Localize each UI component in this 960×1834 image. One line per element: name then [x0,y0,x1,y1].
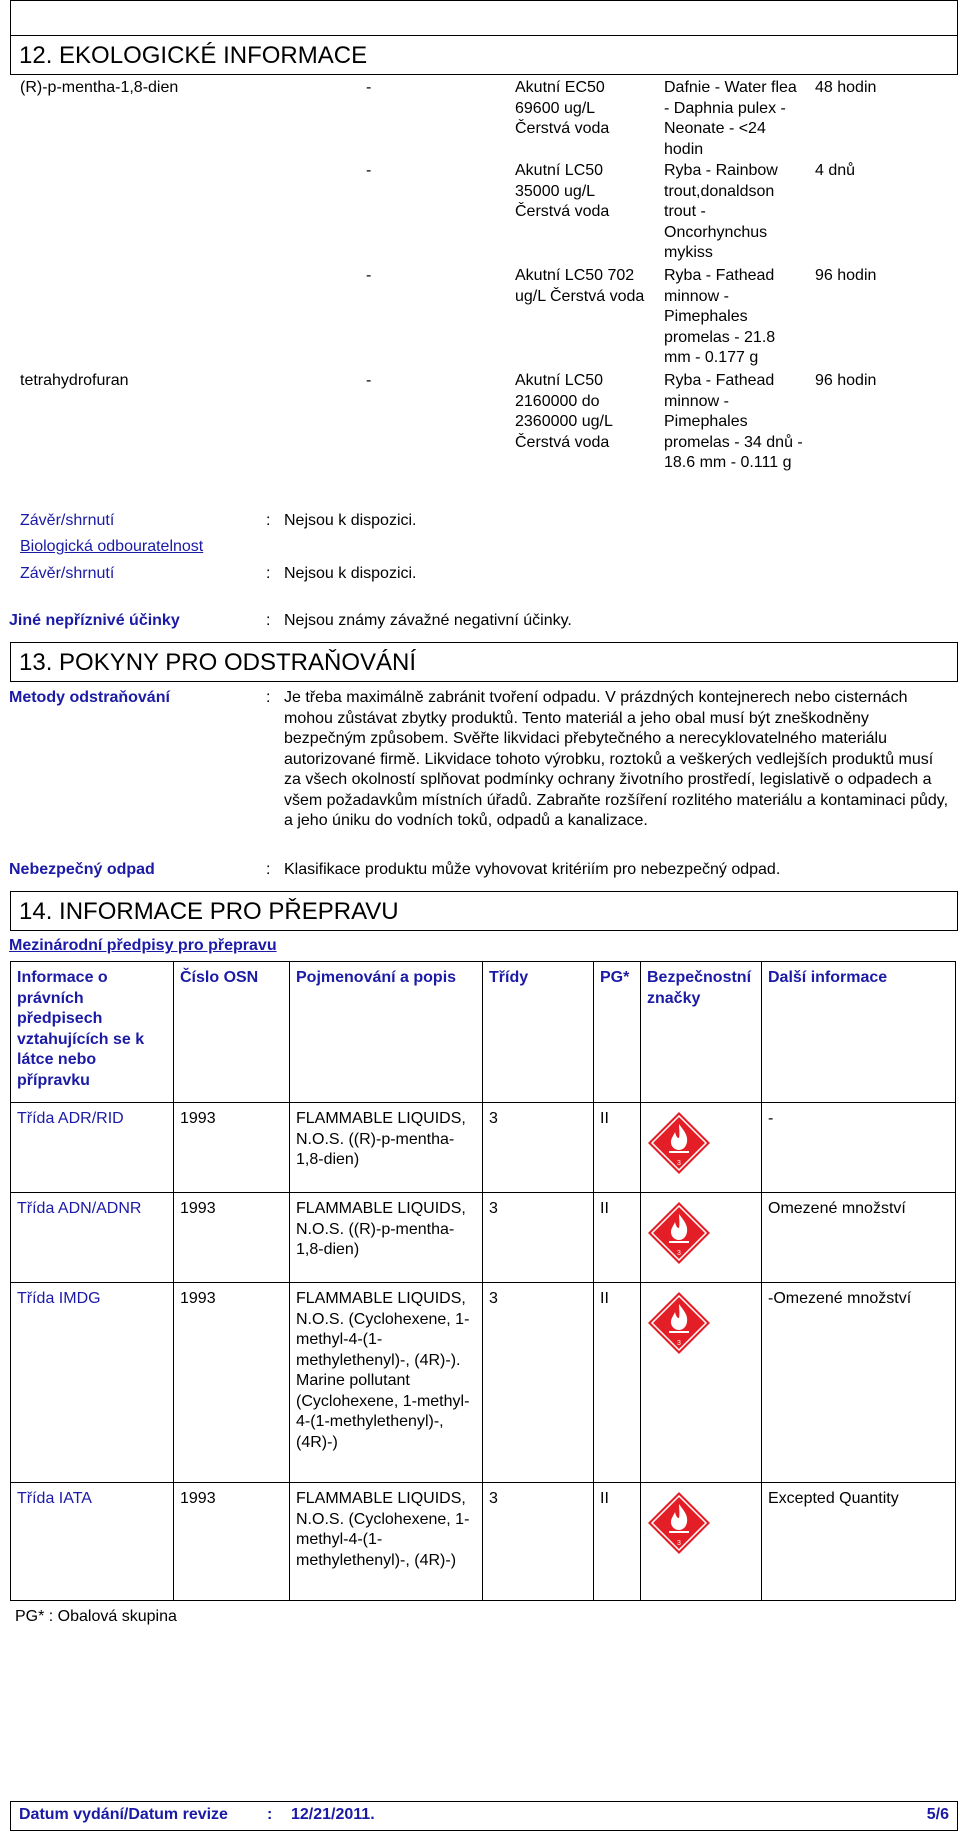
eco-species-0: Dafnie - Water flea - Daphnia pulex - Neonate - <24 hodin [664,79,797,158]
hazard-label-number: 3 [677,1160,681,1167]
transport-header-row [11,962,956,1103]
col-header-class: Třídy [483,962,594,1103]
eco-exposure-2: 96 hodin [815,267,877,284]
other-effects-label: Jiné nepříznivé účinky [9,612,180,629]
flammable-liquid-hazard-icon [647,1201,711,1265]
transport-class: 3 [483,1193,594,1283]
footer-page-number: 5/6 [926,1806,949,1823]
flammable-liquid-hazard-icon [647,1291,711,1355]
summary-value-2: Nejsou k dispozici. [284,565,417,582]
transport-class: 3 [483,1103,594,1193]
col-header-safety-labels: Bezpečnostní značky [641,962,762,1103]
disposal-methods-colon: : [266,689,271,706]
eco-exposure-0: 48 hodin [815,79,877,96]
hazardous-waste-colon: : [266,861,271,878]
hazard-label-number: 3 [677,1540,681,1547]
col-header-un-number: Číslo OSN [174,962,290,1103]
section-12-title: 12. EKOLOGICKÉ INFORMACE [10,35,958,75]
summary-label-1: Závěr/shrnutí [20,512,115,529]
footer-date-label: Datum vydání/Datum revize [19,1806,228,1823]
transport-label-cell [641,1103,762,1193]
transport-name: FLAMMABLE LIQUIDS, N.O.S. (Cyclohexene, 1-methyl-4-(1-methylethenyl)-, (4R)-). Marine pollutant (Cyclohexene, 1-methyl-4-(1-methylethenyl)-, (4R)-) [290,1283,483,1483]
hazardous-waste-label: Nebezpečný odpad [9,861,155,878]
transport-regulation: Třída ADR/RID [11,1103,174,1193]
eco-exposure-3: 96 hodin [815,372,877,389]
hazardous-waste-value: Klasifikace produktu může vyhovovat kritériím pro nebezpečný odpad. [284,861,781,878]
transport-regulation: Třída ADN/ADNR [11,1193,174,1283]
transport-name: FLAMMABLE LIQUIDS, N.O.S. ((R)-p-mentha-1,8-dien) [290,1103,483,1193]
transport-row [11,1193,956,1283]
section-14-title: 14. INFORMACE PRO PŘEPRAVU [10,891,958,931]
eco-dash-3: - [366,372,372,389]
flammable-liquid-hazard-icon [647,1111,711,1175]
disposal-methods-value: Je třeba maximálně zabránit tvoření odpadu. V prázdných kontejnerech nebo cisternách mohou zůstávat zbytky produktů. Tento materiál a jeho obal musí být zneškodněny bezpečným způsobem. Svěřte likvidaci přebytečného a nerecyklovatelného materiálu autorizované firmě. Likvidace tohoto výrobku, roztoků a veškerých vedlejších produktů musí za všech okolností splňovat podmínky ochrany životního prostředí, legislativě o odpadech a všem požadavkům místních úřadů. Zabraňte rozšíření rozlitého materiálu a kontaminaci půdy, a jeho úniku do vodních toků, odpadů a kanalizace. [284,689,949,829]
transport-row [11,1483,956,1601]
eco-dash-1: - [366,162,372,179]
transport-additional-info: - [762,1103,956,1193]
transport-additional-info: -Omezené množství [762,1283,956,1483]
transport-label-cell [641,1483,762,1601]
page-footer [10,1801,958,1831]
transport-pg: II [594,1103,641,1193]
transport-row [11,1283,956,1483]
eco-substance-3: tetrahydrofuran [20,372,129,389]
eco-result-0: Akutní EC50 69600 ug/L Čerstvá voda [515,79,610,137]
summary-colon-1: : [266,512,271,529]
transport-class: 3 [483,1483,594,1601]
eco-substance-0: (R)-p-mentha-1,8-dien [20,79,179,96]
summary-colon-2: : [266,565,271,582]
transport-regulation: Třída IATA [11,1483,174,1601]
transport-row [11,1103,956,1193]
transport-class: 3 [483,1283,594,1483]
other-effects-colon: : [266,612,271,629]
col-header-pg: PG* [594,962,641,1103]
summary-value-1: Nejsou k dispozici. [284,512,417,529]
transport-regulation: Třída IMDG [11,1283,174,1483]
transport-name: FLAMMABLE LIQUIDS, N.O.S. (Cyclohexene, 1-methyl-4-(1-methylethenyl)-, (4R)-) [290,1483,483,1601]
eco-result-1: Akutní LC50 35000 ug/L Čerstvá voda [515,162,610,220]
col-header-name: Pojmenování a popis [290,962,483,1103]
transport-pg: II [594,1283,641,1483]
transport-label-cell [641,1283,762,1483]
eco-species-1: Ryba - Rainbow trout,donaldson trout - Oncorhynchus mykiss [664,162,778,261]
transport-un-number: 1993 [174,1193,290,1283]
page-header-box [10,0,958,36]
pg-footnote: PG* : Obalová skupina [15,1608,177,1625]
summary-label-2: Závěr/shrnutí [20,565,115,582]
flammable-liquid-hazard-icon [647,1491,711,1555]
transport-pg: II [594,1483,641,1601]
hazard-label-number: 3 [677,1340,681,1347]
biodegradability-heading: Biologická odbouratelnost [20,538,204,555]
eco-result-2: Akutní LC50 702 ug/L Čerstvá voda [515,267,645,305]
transport-un-number: 1993 [174,1283,290,1483]
eco-dash-2: - [366,267,372,284]
eco-result-3: Akutní LC50 2160000 do 2360000 ug/L Čerstvá voda [515,372,613,451]
transport-label-cell [641,1193,762,1283]
section-13-title: 13. POKYNY PRO ODSTRAŇOVÁNÍ [10,642,958,682]
eco-species-3: Ryba - Fathead minnow - Pimephales promelas - 34 dnů - 18.6 mm - 0.111 g [664,372,803,471]
eco-dash-0: - [366,79,372,96]
eco-species-2: Ryba - Fathead minnow - Pimephales promelas - 21.8 mm - 0.177 g [664,267,776,366]
transport-additional-info: Omezené množství [762,1193,956,1283]
transport-un-number: 1993 [174,1103,290,1193]
transport-regulations-subtitle: Mezinárodní předpisy pro přepravu [9,937,277,954]
transport-un-number: 1993 [174,1483,290,1601]
hazard-label-number: 3 [677,1250,681,1257]
col-header-additional-info: Další informace [762,962,956,1103]
footer-date-value: 12/21/2011. [291,1806,375,1823]
other-effects-value: Nejsou známy závažné negativní účinky. [284,612,572,629]
transport-pg: II [594,1193,641,1283]
transport-table [10,961,956,1601]
transport-name: FLAMMABLE LIQUIDS, N.O.S. ((R)-p-mentha-1,8-dien) [290,1193,483,1283]
transport-additional-info: Excepted Quantity [762,1483,956,1601]
col-header-regulation: Informace o právních předpisech vztahujících se k látce nebo přípravku [11,962,174,1103]
disposal-methods-label: Metody odstraňování [9,689,170,706]
eco-exposure-1: 4 dnů [815,162,856,179]
footer-colon: : [267,1806,273,1823]
